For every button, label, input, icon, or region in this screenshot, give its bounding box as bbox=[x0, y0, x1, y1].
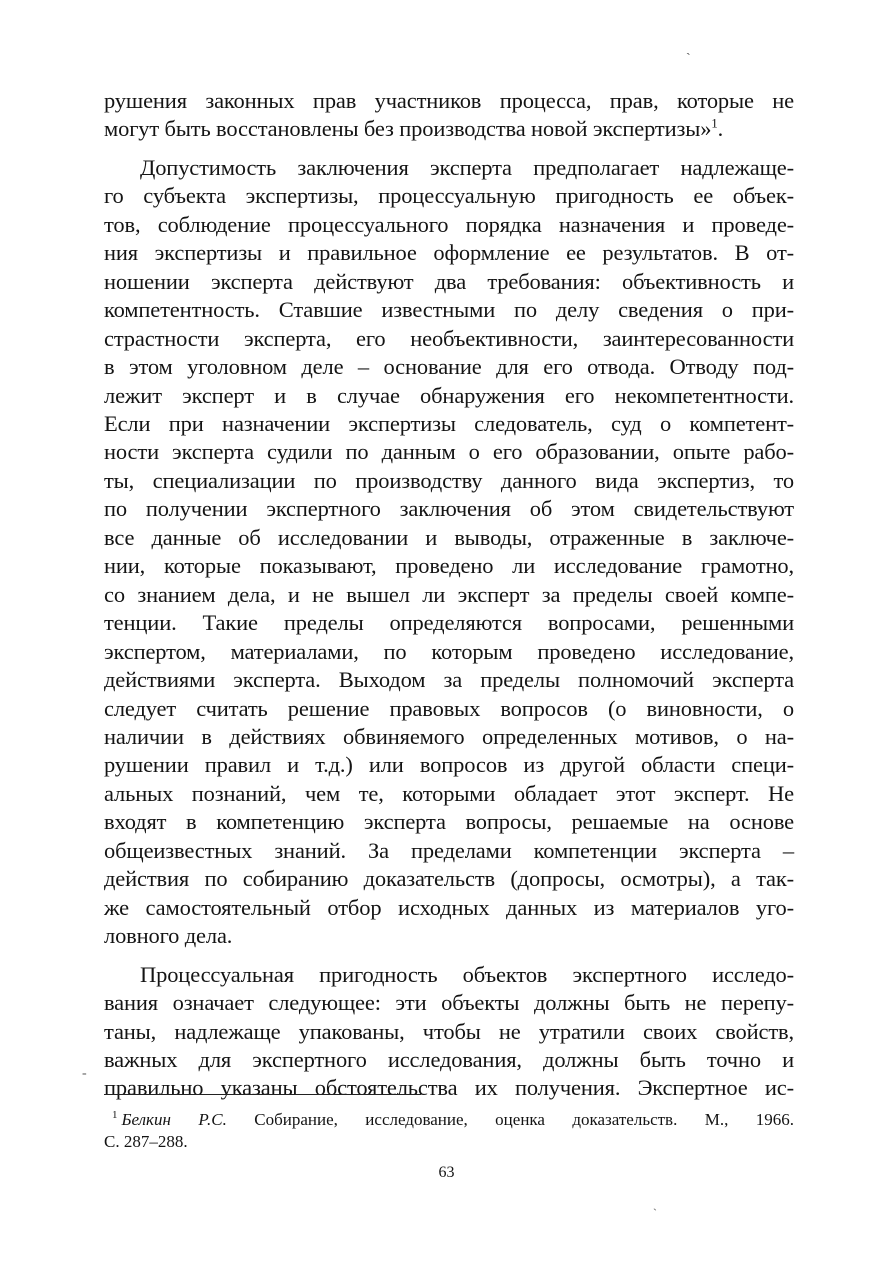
text-line: тенции. Такие пределы определяются вопросами, решенными bbox=[104, 610, 794, 636]
footnote-line bbox=[104, 1109, 794, 1131]
text-line: тов, соблюдение процессуального порядка назначения и проведе- bbox=[104, 211, 794, 237]
text-line: ности эксперта судили по данным о его образовании, опыте рабо- bbox=[104, 439, 794, 465]
footnote-source: Собирание, исследование, оценка доказательств. М., 1966. bbox=[254, 1110, 794, 1129]
text-line: вания означает следующее: эти объекты должны быть не перепу- bbox=[104, 990, 794, 1016]
text-line: ловного дела. bbox=[104, 923, 233, 949]
footnote-author: Белкин Р.С. bbox=[121, 1110, 227, 1129]
footnote-separator bbox=[104, 1094, 421, 1095]
scan-speck: - bbox=[82, 1066, 87, 1081]
text-line: же самостоятельный отбор исходных данных из материалов уго- bbox=[104, 894, 794, 920]
main-text bbox=[104, 87, 794, 1103]
text-line bbox=[104, 115, 794, 143]
text-line: по получении экспертного заключения об этом свидетельствуют bbox=[104, 496, 794, 522]
text-line: рушения законных прав участников процесса, прав, которые не bbox=[104, 88, 794, 113]
footnote-pages: С. 287–288. bbox=[104, 1132, 188, 1151]
text-line: ношении эксперта действуют два требования: объективность и bbox=[104, 268, 794, 294]
text-line: нии, которые показывают, проведено ли исследование грамотно, bbox=[104, 553, 794, 579]
sentence-period: . bbox=[717, 116, 724, 142]
text-line: Допустимость заключения эксперта предполагает надлежаще- bbox=[140, 154, 794, 180]
text-line-content: могут быть восстановлены без производства новой экспертизы» bbox=[104, 116, 712, 142]
text-line: действия по собиранию доказательств (допросы, осмотры), а так- bbox=[104, 866, 794, 892]
scan-speck: ˎ bbox=[653, 1197, 657, 1211]
scan-speck: ˏ bbox=[686, 41, 691, 56]
text-line: экспертом, материалами, по которым проведено исследование, bbox=[104, 638, 794, 664]
paragraph-3 bbox=[104, 961, 794, 1103]
text-line: входят в компетенцию эксперта вопросы, решаемые на основе bbox=[104, 809, 794, 835]
text-line: таны, надлежаще упакованы, чтобы не утратили своих свойств, bbox=[104, 1018, 794, 1044]
text-line: важных для экспертного исследования, должны быть точно и bbox=[104, 1046, 794, 1072]
text-line: действиями эксперта. Выходом за пределы полномочий эксперта bbox=[104, 667, 794, 693]
text-line: Если при назначении экспертизы следователь, суд о компетент- bbox=[104, 410, 794, 436]
footnote-number: 1 bbox=[112, 1109, 118, 1122]
text-line: страстности эксперта, его необъективности, заинтересованности bbox=[104, 325, 794, 351]
text-line: следует считать решение правовых вопросов (о виновности, о bbox=[104, 695, 794, 721]
text-line: го субъекта экспертизы, процессуальную пригодность ее объек- bbox=[104, 183, 794, 209]
footnote-ref[interactable]: 1 bbox=[711, 115, 718, 131]
text-line: Процессуальная пригодность объектов экспертного исследо- bbox=[140, 961, 794, 987]
text-line: ния экспертизы и правильное оформление ее результатов. В от- bbox=[104, 240, 794, 266]
text-line: рушении правил и т.д.) или вопросов из другой области специ- bbox=[104, 752, 794, 778]
page-number: 63 bbox=[438, 1164, 455, 1181]
text-line: альных познаний, чем те, которыми обладает этот эксперт. Не bbox=[104, 780, 794, 806]
footnote bbox=[104, 1109, 794, 1153]
paragraph-1 bbox=[104, 87, 794, 144]
text-line: компетентность. Ставшие известными по делу сведения о при- bbox=[104, 297, 794, 323]
text-line: в этом уголовном деле – основание для его отвода. Отводу под- bbox=[104, 354, 794, 380]
text-line: лежит эксперт и в случае обнаружения его некомпетентности. bbox=[104, 382, 794, 408]
text-line: общеизвестных знаний. За пределами компетенции эксперта – bbox=[104, 837, 794, 863]
paragraph-2 bbox=[104, 154, 794, 951]
text-line: правильно указаны обстоятельства их получения. Экспертное ис- bbox=[104, 1075, 794, 1101]
text-line: со знанием дела, и не вышел ли эксперт за пределы своей компе- bbox=[104, 581, 794, 607]
text-line: ты, специализации по производству данного вида экспертиз, то bbox=[104, 467, 794, 493]
text-line: все данные об исследовании и выводы, отраженные в заключе- bbox=[104, 524, 794, 550]
text-line: наличии в действиях обвиняемого определенных мотивов, о на- bbox=[104, 723, 794, 749]
